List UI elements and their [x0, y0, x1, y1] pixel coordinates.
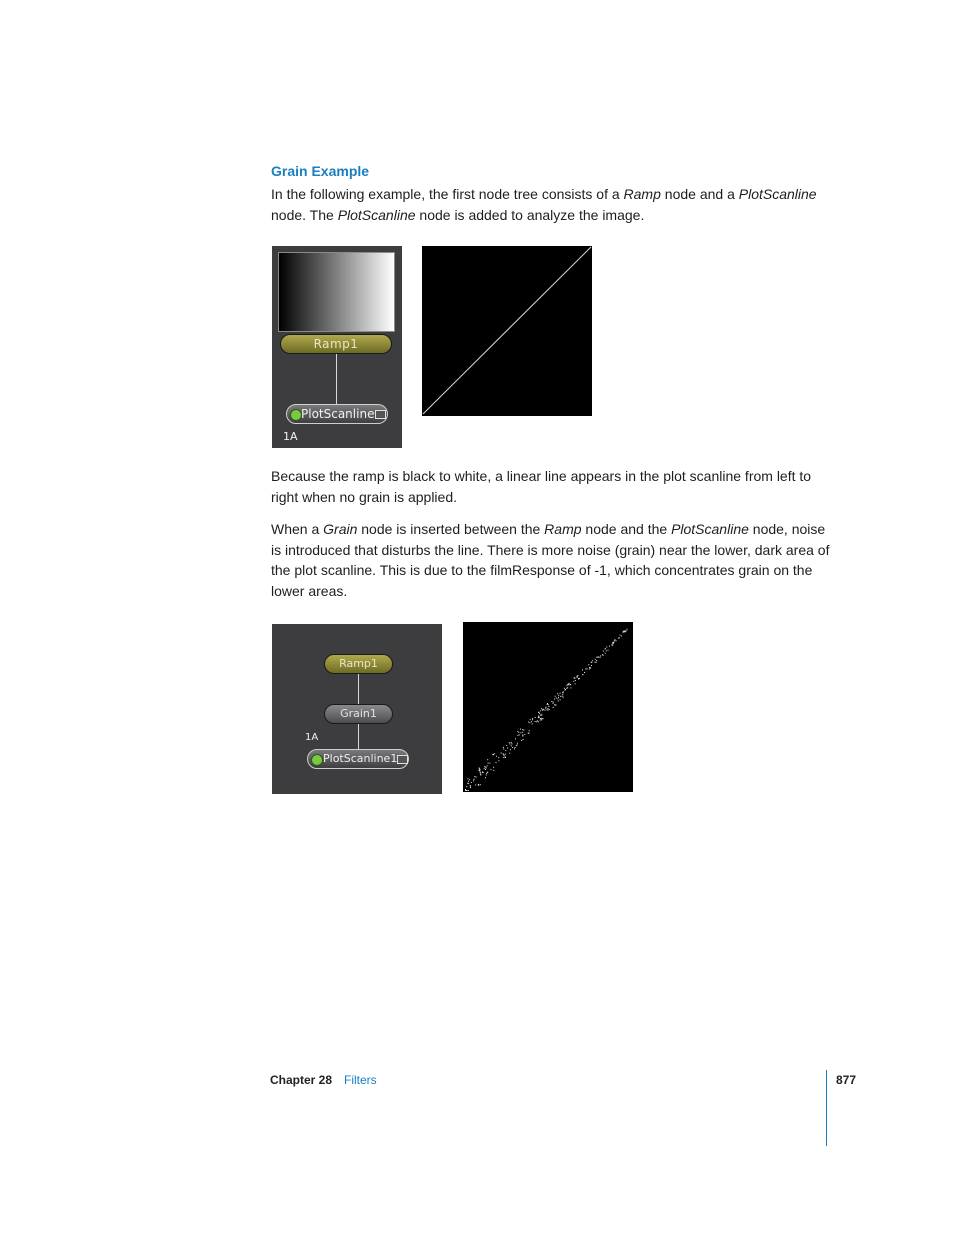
ramp-node[interactable]: Ramp1: [280, 334, 392, 354]
grain-point: [560, 699, 561, 700]
grain-point: [612, 644, 613, 645]
ramp-explanation-paragraph: Because the ramp is black to white, a linear line appears in the plot scanline from left to right when no grain is applied.: [271, 468, 812, 505]
viewer-icon: [375, 410, 386, 419]
grain-point: [543, 709, 544, 710]
grain-point: [614, 640, 615, 641]
grain-point: [473, 780, 474, 781]
grain-point: [470, 785, 471, 786]
grain-text-1: When a: [271, 521, 324, 537]
intro-ramp-term: Ramp: [623, 186, 661, 202]
grain-point: [509, 753, 510, 754]
grain-point: [606, 650, 607, 651]
grain-point: [541, 715, 542, 716]
grain-point: [522, 732, 523, 733]
grain-point: [542, 710, 543, 711]
grain-point: [539, 717, 540, 718]
grain-point: [524, 734, 525, 735]
grain-point: [482, 772, 483, 773]
grain-point: [466, 786, 467, 787]
grain-point: [507, 748, 508, 749]
footer-divider: [826, 1070, 827, 1146]
grain-point: [556, 698, 557, 699]
grain-point: [618, 638, 619, 639]
grain-point: [553, 707, 554, 708]
grain-point: [520, 729, 521, 730]
grain-point: [570, 687, 571, 688]
grain-point: [538, 712, 539, 713]
grain-point: [600, 655, 601, 656]
grain-point: [522, 736, 523, 737]
ramp-thumbnail: [278, 252, 395, 332]
grain-point: [538, 721, 539, 722]
grain-point: [585, 668, 586, 669]
grain-point: [485, 777, 486, 778]
grain-point: [595, 659, 596, 660]
grain-point: [537, 720, 538, 721]
grain-point: [553, 703, 554, 704]
grain-point: [535, 717, 536, 718]
grain-point: [488, 763, 489, 764]
grain-point: [519, 734, 520, 735]
grain-point: [476, 777, 477, 778]
grain-point: [516, 745, 517, 746]
intro-paragraph: [271, 184, 831, 225]
grain-point: [522, 729, 523, 730]
grain-point: [498, 757, 499, 758]
plotscanline-node[interactable]: [286, 404, 388, 424]
grain-point: [613, 643, 614, 644]
grain-point: [523, 739, 524, 740]
grain-point: [582, 674, 583, 675]
grain-point: [605, 648, 606, 649]
grain-point: [522, 735, 523, 736]
grain-point: [466, 790, 467, 791]
grain-point: [570, 684, 571, 685]
grain-point: [465, 789, 466, 790]
grain-point: [560, 696, 561, 697]
grain-point: [528, 722, 529, 723]
grain-point: [505, 754, 506, 755]
grain-point: [485, 769, 486, 770]
clean-line-graphic: [422, 246, 592, 416]
grain-point: [485, 767, 486, 768]
grain-point: [529, 730, 530, 731]
grain-point: [479, 770, 480, 771]
grain-point: [517, 735, 518, 736]
grain-point: [548, 706, 549, 707]
grain-point: [486, 773, 487, 774]
grain-point: [597, 657, 598, 658]
plot-scanline-clean: [422, 246, 592, 416]
grain-point: [546, 707, 547, 708]
ramp-node[interactable]: Ramp1: [324, 654, 393, 674]
grain-point: [541, 718, 542, 719]
grain-point: [558, 695, 559, 696]
grain-point: [614, 639, 615, 640]
grain-point: [487, 772, 488, 773]
grain-point: [577, 675, 578, 676]
grain-point: [553, 702, 554, 703]
grain-point: [584, 672, 585, 673]
grain-point: [517, 743, 518, 744]
grain-point: [511, 745, 512, 746]
grain-point: [540, 715, 541, 716]
connection-wire: [358, 674, 359, 704]
grain-point: [608, 650, 609, 651]
intro-text-1: In the following example, the first node tree consists of a: [271, 186, 624, 202]
grain-point: [591, 665, 592, 666]
grain-point: [480, 775, 481, 776]
page-number: 877: [836, 1073, 857, 1087]
grain-point: [555, 696, 556, 697]
grain-point: [595, 662, 596, 663]
grain-point: [467, 778, 468, 779]
grain-point: [491, 769, 492, 770]
grain-point: [512, 747, 513, 748]
grain-point: [467, 783, 468, 784]
grain-point: [557, 693, 558, 694]
grain-point: [484, 768, 485, 769]
grain-point: [515, 747, 516, 748]
grain-point: [501, 753, 502, 754]
grain-point: [528, 733, 529, 734]
grain-point: [591, 662, 592, 663]
grain-point: [510, 749, 511, 750]
grain-point: [613, 642, 614, 643]
grain-point: [557, 698, 558, 699]
intro-text-4: node is added to analyze the image.: [415, 206, 645, 223]
grain-point: [518, 732, 519, 733]
viewer-tag: 1A: [283, 430, 298, 443]
grain-point: [523, 730, 524, 731]
grain-point: [486, 768, 487, 769]
grain-point: [563, 692, 564, 693]
grain-point: [625, 632, 626, 633]
footer-section-link[interactable]: Filters: [344, 1073, 377, 1087]
grain-point: [627, 629, 628, 630]
grain-point: [515, 738, 516, 739]
grain-point: [541, 708, 542, 709]
grain-point: [493, 754, 494, 755]
grain-point: [468, 781, 469, 782]
grain-point: [478, 784, 479, 785]
grain-point: [606, 647, 607, 648]
grain-point: [503, 747, 504, 748]
grain-point: [555, 705, 556, 706]
node-status-icon: [311, 754, 323, 766]
grain-point: [588, 664, 589, 665]
grain-point: [503, 757, 504, 758]
grain-point: [514, 748, 515, 749]
grain-term: Grain: [323, 521, 358, 537]
grain-point: [600, 657, 601, 658]
intro-plotscanline-term: PlotScanline: [738, 186, 817, 202]
grain-point: [511, 743, 512, 744]
grain-point: [487, 765, 488, 766]
grain-point: [554, 699, 555, 700]
grainy-line-graphic: [463, 622, 633, 792]
grain-point: [568, 684, 569, 685]
grain-point: [615, 640, 616, 641]
grain-point: [578, 679, 579, 680]
grain-point: [510, 743, 511, 744]
grain-point: [505, 750, 506, 751]
viewer-icon: [397, 755, 408, 764]
grain-point: [480, 769, 481, 770]
grain-point: [548, 704, 549, 705]
grain-point: [575, 680, 576, 681]
footer-chapter: Chapter 28: [270, 1073, 333, 1087]
grain-point: [469, 779, 470, 780]
grain-point: [530, 719, 531, 720]
grain-point: [521, 740, 522, 741]
grain-point: [475, 785, 476, 786]
grain-point: [503, 753, 504, 754]
grain-point: [509, 742, 510, 743]
grain-point: [605, 653, 606, 654]
grain-point: [474, 779, 475, 780]
grain-point: [596, 660, 597, 661]
grain-point: [548, 710, 549, 711]
plotscanline-node-label: PlotScanline1: [323, 752, 398, 765]
grain-point: [496, 756, 497, 757]
grain-point: [474, 776, 475, 777]
grain-point: [532, 723, 533, 724]
grain-point: [558, 697, 559, 698]
grain-point: [587, 668, 588, 669]
grain-point: [549, 709, 550, 710]
plotscanline-term: PlotScanline: [671, 521, 749, 537]
grain-point: [603, 655, 604, 656]
grain-point: [543, 718, 544, 719]
intro-text-3: node. The: [271, 206, 338, 223]
section-heading: Grain Example: [271, 163, 370, 179]
grain-point: [589, 669, 590, 670]
grain-point: [565, 690, 566, 691]
grain-point: [562, 694, 563, 695]
grain-point: [496, 762, 497, 763]
intro-plotscanline-term-2: PlotScanline: [337, 206, 416, 223]
grain-explanation-paragraph: [271, 519, 831, 601]
grain-point: [558, 700, 559, 701]
grain-point: [517, 744, 518, 745]
grain-point: [598, 656, 599, 657]
node-tree-figure-2: [272, 624, 442, 794]
grain-point: [535, 721, 536, 722]
grain-point: [603, 651, 604, 652]
grain-point: [487, 759, 488, 760]
grain-point: [511, 742, 512, 743]
grain-point: [562, 696, 563, 697]
grain-text-3: node and the: [581, 521, 672, 537]
grain-point: [468, 790, 469, 791]
grain-point: [619, 637, 620, 638]
grain-point: [532, 719, 533, 720]
grain-node[interactable]: Grain1: [324, 704, 393, 724]
grain-text-2: node is inserted between the: [357, 521, 545, 537]
grain-point: [575, 683, 576, 684]
grain-point: [520, 732, 521, 733]
grain-point: [480, 784, 481, 785]
grain-point: [471, 782, 472, 783]
ramp-term: Ramp: [544, 521, 582, 537]
grain-point: [620, 635, 621, 636]
grain-point: [545, 708, 546, 709]
grain-point: [590, 668, 591, 669]
grain-point: [547, 703, 548, 704]
grain-point: [626, 630, 627, 631]
grain-point: [546, 709, 547, 710]
grain-point: [493, 770, 494, 771]
grain-point: [504, 755, 505, 756]
grain-point: [596, 662, 597, 663]
grain-point: [470, 786, 471, 787]
grain-text-4: node, noise is introduced that disturbs the line. There is more noise (grain) near the lower, dark area of the plot scanline. This is due to the filmResponse of -1, which concentrates grain on the lower areas.: [271, 521, 830, 599]
grain-point: [567, 687, 568, 688]
grain-point: [505, 757, 506, 758]
grain-point: [506, 745, 507, 746]
grain-point: [532, 718, 533, 719]
intro-text-2: node and a: [660, 186, 739, 202]
grain-point: [623, 632, 624, 633]
node-tree-figure-1: [272, 246, 402, 448]
grain-point: [529, 722, 530, 723]
grain-point: [621, 636, 622, 637]
grain-point: [564, 688, 565, 689]
grain-point: [563, 691, 564, 692]
grain-point: [540, 720, 541, 721]
grain-point: [468, 783, 469, 784]
plotscanline-node[interactable]: [307, 749, 409, 769]
grain-point: [556, 705, 557, 706]
grain-point: [538, 716, 539, 717]
grain-point: [503, 749, 504, 750]
grain-point: [539, 713, 540, 714]
grain-point: [613, 642, 614, 643]
grain-point: [493, 767, 494, 768]
grain-point: [547, 708, 548, 709]
grain-point: [480, 773, 481, 774]
grain-point: [540, 718, 541, 719]
grain-point: [574, 677, 575, 678]
grain-point: [517, 731, 518, 732]
grain-point: [494, 753, 495, 754]
grain-point: [596, 657, 597, 658]
grain-point: [541, 714, 542, 715]
grain-point: [566, 685, 567, 686]
grain-point: [567, 684, 568, 685]
grain-point: [577, 677, 578, 678]
grain-point: [531, 721, 532, 722]
grain-point: [544, 710, 545, 711]
grain-point: [489, 763, 490, 764]
viewer-tag: 1A: [305, 732, 319, 743]
grain-point: [609, 646, 610, 647]
grain-point: [563, 697, 564, 698]
grain-point: [623, 631, 624, 632]
grain-point: [551, 701, 552, 702]
grain-point: [582, 670, 583, 671]
grain-point: [573, 681, 574, 682]
grain-point: [498, 760, 499, 761]
plotscanline-node-label: PlotScanline: [301, 407, 375, 421]
grain-point: [536, 721, 537, 722]
connection-wire: [358, 724, 359, 750]
connection-wire: [336, 354, 337, 404]
grain-point: [486, 774, 487, 775]
plot-scanline-grain: [463, 622, 633, 792]
grain-point: [592, 660, 593, 661]
grain-point: [547, 704, 548, 705]
grain-point: [484, 766, 485, 767]
grain-point: [560, 693, 561, 694]
grain-point: [541, 719, 542, 720]
grain-point: [540, 710, 541, 711]
